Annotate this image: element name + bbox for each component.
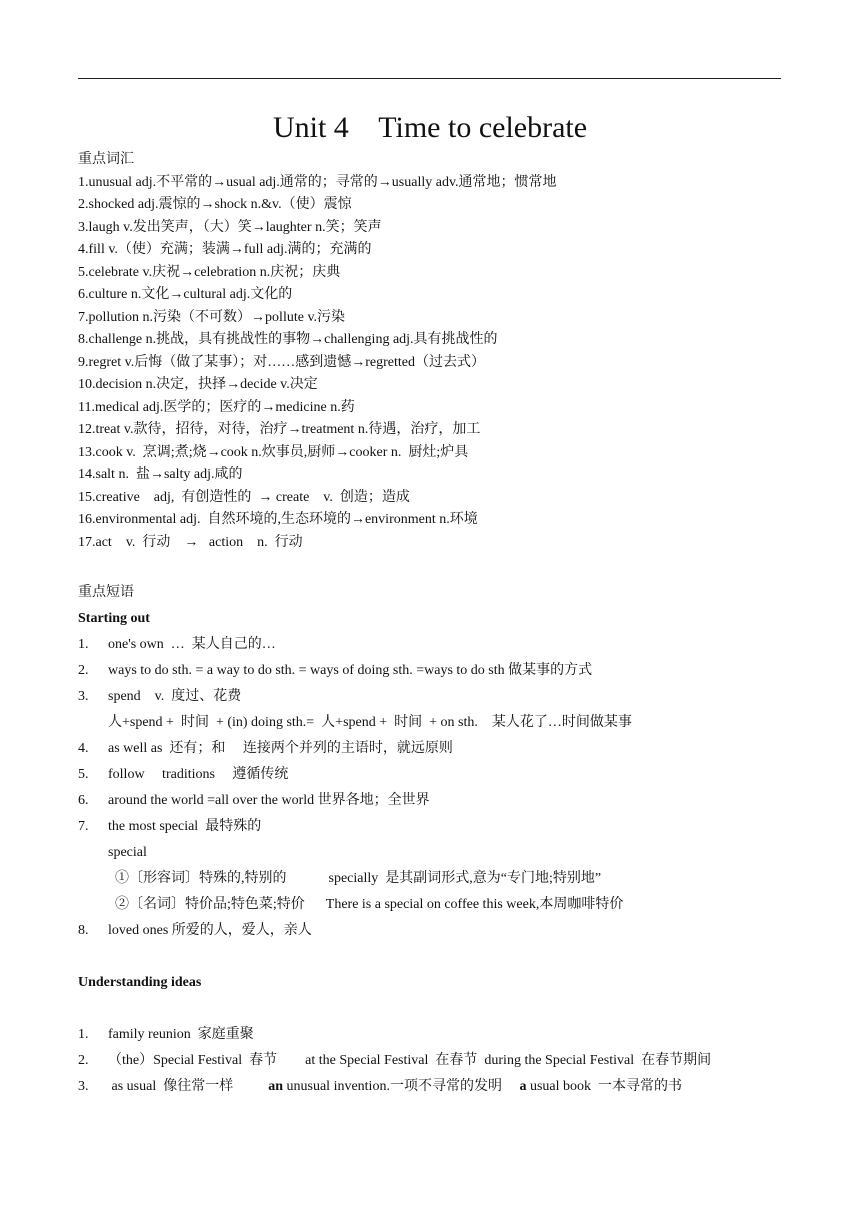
list-item-text: as usual 像往常一样 (108, 1079, 269, 1094)
vocab-item: 17.act v. 行动 → action n. 行动 (78, 535, 303, 550)
list-number: 6. (78, 793, 89, 808)
vocab-item: 3.laugh v.发出笑声，（大）笑→laughter n.笑；笑声 (78, 220, 382, 235)
list-item: family reunion 家庭重聚 (108, 1027, 254, 1042)
list-item: ways to do sth. = a way to do sth. = ways of doing sth. =ways to do sth 做某事的方式 (108, 663, 593, 678)
list-item: follow traditions 遵循传统 (108, 767, 289, 782)
list-item-text: usual book 一本寻常的书 (526, 1079, 683, 1094)
list-number: 5. (78, 767, 89, 782)
list-item: one's own … 某人自己的… (108, 637, 276, 652)
understanding-ideas-heading: Understanding ideas (78, 975, 202, 990)
list-number: 8. (78, 923, 89, 938)
list-item: the most special 最特殊的 (108, 819, 262, 834)
list-item: spend v. 度过、花费 (108, 689, 242, 704)
article-a: a (519, 1079, 527, 1094)
list-number: 2. (78, 1053, 89, 1068)
list-item: around the world =all over the world 世界各地；全世界 (108, 793, 430, 808)
vocab-item: 12.treat v.款待，招待，对待，治疗→treatment n.待遇，治疗，加工 (78, 422, 481, 437)
list-number: 1. (78, 1027, 89, 1042)
list-number: 2. (78, 663, 89, 678)
list-number: 3. (78, 689, 89, 704)
list-number: 7. (78, 819, 89, 834)
list-item-continuation: 人+spend + 时间 + (in) doing sth.= 人+spend + 时间 + on sth. 某人花了…时间做某事 (108, 715, 632, 730)
list-item-continuation: ①〔形容词〕特殊的,特别的 specially 是其副词形式,意为“专门地;特别地” (108, 871, 602, 886)
list-item-continuation: ②〔名词〕特价品;特色菜;特价 There is a special on coffee this week,本周咖啡特价 (108, 897, 624, 912)
phrases-heading: 重点短语 (78, 585, 134, 600)
vocab-heading: 重点词汇 (78, 152, 134, 167)
vocab-item: 9.regret v.后悔（做了某事）；对……感到遗憾→regretted（过去式） (78, 355, 485, 370)
list-number: 3. (78, 1079, 89, 1094)
list-number: 1. (78, 637, 89, 652)
vocab-item: 1.unusual adj.不平常的→usual adj.通常的；寻常的→usually adv.通常地；惯常地 (78, 175, 557, 190)
list-item: （the）Special Festival 春节 at the Special Festival 在春节 during the Special Festival 在春节期间 (108, 1053, 712, 1068)
vocab-item: 11.medical adj.医学的；医疗的→medicine n.药 (78, 400, 355, 415)
vocab-item: 10.decision n.决定，抉择→decide v.决定 (78, 377, 318, 392)
list-item: loved ones 所爱的人，爱人，亲人 (108, 923, 312, 938)
list-item-continuation: special (108, 845, 147, 860)
list-number: 4. (78, 741, 89, 756)
page-title: Unit 4 Time to celebrate (272, 111, 588, 144)
vocab-item: 13.cook v. 烹调;煮;烧→cook n.炊事员,厨师→cooker n. 厨灶;炉具 (78, 445, 469, 460)
vocab-item: 15.creative adj, 有创造性的 → create v. 创造；造成 (78, 490, 410, 505)
top-rule (78, 78, 781, 79)
starting-out-heading: Starting out (78, 611, 150, 626)
list-item: as well as 还有；和 连接两个并列的主语时，就远原则 (108, 741, 453, 756)
vocab-item: 6.culture n.文化→cultural adj.文化的 (78, 287, 293, 302)
list-item (108, 1078, 682, 1096)
vocab-item: 8.challenge n.挑战，具有挑战性的事物→challenging adj.具有挑战性的 (78, 332, 498, 347)
list-item-text: unusual invention.一项不寻常的发明 (283, 1079, 520, 1094)
vocab-item: 5.celebrate v.庆祝→celebration n.庆祝；庆典 (78, 265, 341, 280)
vocab-item: 2.shocked adj.震惊的→shock n.&v.（使）震惊 (78, 197, 352, 212)
article-an: an (268, 1079, 284, 1094)
vocab-item: 16.environmental adj. 自然环境的,生态环境的→environment n.环境 (78, 512, 478, 527)
vocab-item: 4.fill v.（使）充满；装满→full adj.满的；充满的 (78, 242, 372, 257)
vocab-item: 7.pollution n.污染（不可数）→pollute v.污染 (78, 310, 346, 325)
vocab-item: 14.salt n. 盐→salty adj.咸的 (78, 467, 243, 482)
